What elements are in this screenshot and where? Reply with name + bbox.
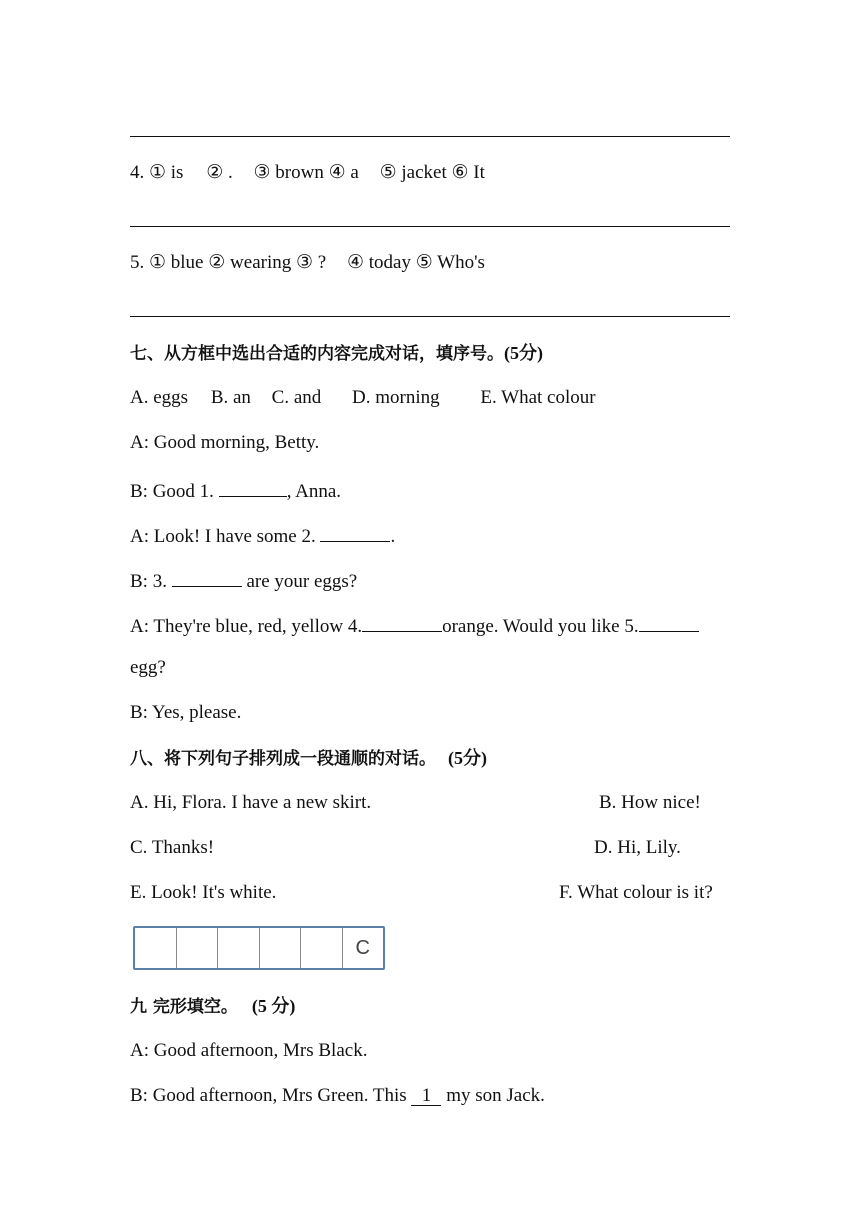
question-5 [130,251,485,275]
word-option: ③ ? [295,252,327,273]
word-option: ⑥ It [451,162,485,183]
blank-3[interactable] [172,566,242,587]
word-option: ⑤ jacket [379,162,447,183]
option-d: D. morning [352,387,440,408]
option-a: A. eggs [130,387,189,408]
sentence-e: E. Look! It's white. [130,882,277,903]
option-b: B. an [210,387,251,408]
section-8-title: 八、将下列句子排列成一段通顺的对话。 (5分) [130,748,487,769]
question-number: 5. [130,252,145,273]
blank-5[interactable] [639,611,699,632]
word-bank [130,386,596,410]
dialog-line-2: B: Good 1. , Anna. [130,476,341,504]
word-option: ③ brown [253,162,324,183]
sentence-b: B. How nice! [599,792,701,813]
option-e: E. What colour [480,387,596,408]
blank-4[interactable] [362,611,442,632]
answer-order-boxes [133,926,385,970]
answer-line-5 [130,316,730,317]
dialog-line-1: A: Good morning, Betty. [130,432,320,453]
word-option: ⑤ Who's [415,252,485,273]
question-number: 4. [130,162,145,183]
cloze-blank-1[interactable]: 1 [411,1085,441,1106]
word-option: ④ today [346,252,411,273]
answer-line-3 [130,136,730,137]
blank-1[interactable] [219,476,287,497]
sentence-f: F. What colour is it? [559,882,713,903]
dialog-line-7: B: Yes, please. [130,702,242,723]
order-cell-5[interactable] [301,928,343,968]
order-cell-3[interactable] [218,928,260,968]
dialog-line-4: B: 3. are your eggs? [130,566,357,594]
question-4 [130,161,485,185]
answer-line-4 [130,226,730,227]
word-option: ② wearing [208,252,292,273]
section-7-title: 七、从方框中选出合适的内容完成对话，填序号。(5分) [130,343,543,364]
word-option: ① blue [149,252,204,273]
word-option: ② . [206,162,233,183]
order-cell-6[interactable]: C [355,936,370,959]
word-option: ④ a [328,162,359,183]
order-cell-1[interactable] [135,928,177,968]
sentence-a: A. Hi, Flora. I have a new skirt. [130,792,372,813]
cloze-line-2: B: Good afternoon, Mrs Green. This 1 my son Jack. [130,1085,545,1106]
sentence-c: C. Thanks! [130,837,215,858]
dialog-line-3: A: Look! I have some 2. . [130,521,395,549]
dialog-line-5: A: They're blue, red, yellow 4. orange. Would you like 5. [130,611,699,639]
order-cell-2[interactable] [177,928,219,968]
sentence-d: D. Hi, Lily. [594,837,681,858]
cloze-line-1: A: Good afternoon, Mrs Black. [130,1040,368,1061]
dialog-line-6: egg? [130,657,166,678]
section-9-title: 九 完形填空。 (5 分) [130,996,296,1017]
word-option: ① is [149,162,184,183]
option-c: C. and [271,387,322,408]
blank-2[interactable] [320,521,390,542]
order-cell-4[interactable] [260,928,302,968]
